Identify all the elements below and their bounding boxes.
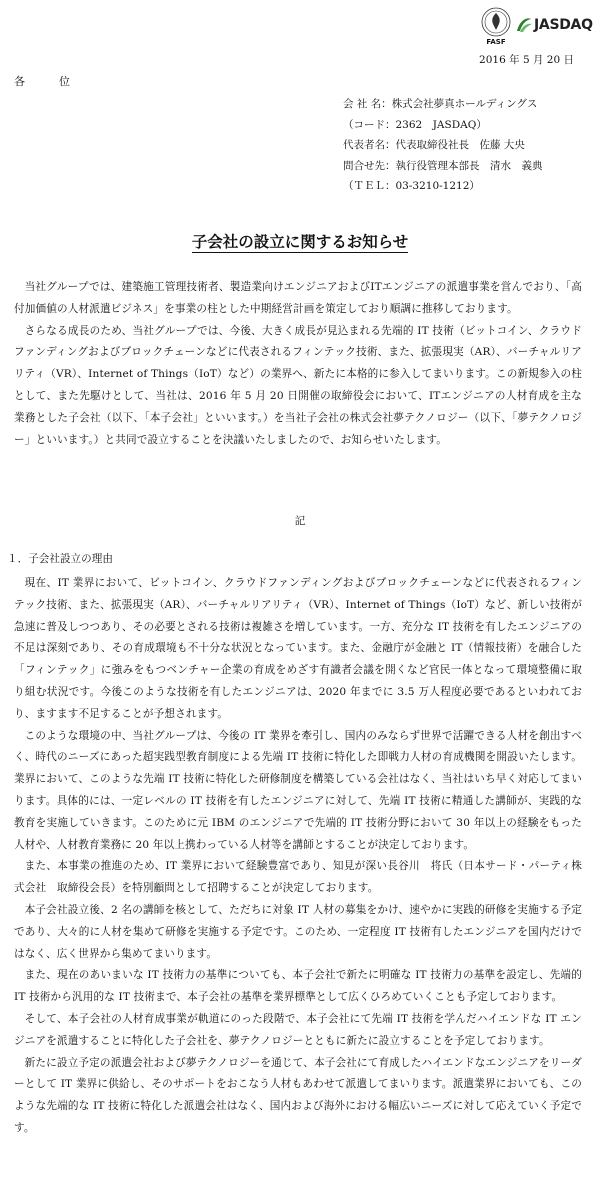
contact-row <box>343 156 543 177</box>
company-info <box>343 94 543 197</box>
ki-marker: 記 <box>294 515 306 527</box>
intro-section <box>14 277 582 451</box>
company-name-row <box>343 94 543 115</box>
fasf-logo-icon <box>478 6 514 46</box>
document-title-text: 子会社の設立に関するお知らせ <box>191 233 409 251</box>
body-paragraph: 新たに設立予定の派遣会社および夢テクノロジーを通じて、本子会社にて育成したハイエンドなエンジニアをリーダーとして IT 業界に供給し、そのサポートをおこなう人材もあわせて派遣してまいります。派遣業界においても、このような先端的な IT 技術に特化した派遣会社はなく、国内および海外における幅広いニーズに対して応えていく予定です。 <box>14 1056 582 1134</box>
document-title <box>0 230 600 252</box>
contact-label: 問合せ先： <box>343 159 396 172</box>
contact-value: 執行役管理本部長 清水 義典 <box>395 159 543 172</box>
body-paragraph: そして、本子会社の人材育成事業が軌道にのった段階で、本子会社にて先端 IT 技術を学んだハイエンドな IT エンジニアを派遣することに特化した子会社を、夢テクノロジーとともに新たに設立することを予定しております。 <box>14 1012 582 1047</box>
section-title: １．子会社設立の理由 <box>7 553 113 565</box>
representative-label: 代表者名： <box>343 139 396 152</box>
body-paragraph: このような環境の中、当社グループは、今後の IT 業界を牽引し、国内のみならず世界で活躍できる人材を創出すべく、時代のニーズにあった超実践型教育制度による先端 IT 技術に特化した即戦力人材の育成機関を開設いたします。業界において、このような先端 IT 技術に特化した研修制度を構築している会社はなく、当社はいち早く対応してまいります。具体的には、一定レベルの IT 技術を有したエンジニアに対して、先端 IT 技術に精通した講師が、実践的な教育を実施していきます。このために元 IBM のエンジニアで先端的 IT 技術分野において 30 年以上の経験をもった人材や、人材教育業務に 20 年以上携わっている人材等を講師とすることが決定しております。 <box>14 729 582 851</box>
addressee-char-2: 位 <box>59 75 70 88</box>
jasdaq-mark-icon <box>514 15 534 35</box>
company-name-value: 株式会社夢真ホールディングス <box>391 98 538 110</box>
body-paragraph: また、現在のあいまいな IT 技術力の基準についても、本子会社で新たに明確な IT 技術力の基準を設定し、先端的 IT 技術から汎用的な IT 技術まで、本子会社の基準を業界標準として広くひろめていくことも予定しております。 <box>14 969 582 1004</box>
representative-value: 代表取締役社長 佐藤 大央 <box>395 139 525 152</box>
body-paragraph: また、本事業の推進のため、IT 業界において経験豊富であり、知見が深い長谷川 将氏（日本サード・パーティ株式会社 取締役会長）を特別顧問として招聘することが決定しております。 <box>14 860 582 895</box>
section-body <box>14 573 582 1140</box>
phone-value: （ＴＥＬ：03-3210-1212） <box>343 180 480 193</box>
stock-code-value: （コード：2362 JASDAQ） <box>343 118 487 131</box>
fasf-logo-text: FASF <box>486 38 506 46</box>
document-date: 2016 年 5 月 20 日 <box>479 54 574 66</box>
phone-row <box>343 176 543 197</box>
stock-code-row <box>343 115 543 136</box>
body-paragraph: 本子会社設立後、2 名の講師を核として、ただちに対象 IT 人材の募集をかけ、速やかに実践的研修を実施する予定であり、大々的に人材を集めて研修を実施する予定です。このため、一定程度 IT 技術有したエンジニアを国内だけではなく、広く世界から集めてまいります。 <box>14 903 582 960</box>
jasdaq-logo <box>514 14 593 36</box>
intro-paragraph: さらなる成長のため、当社グループでは、今後、大きく成長が見込まれる先端的 IT 技術（ビットコイン、クラウドファンディングおよびブロックチェーンなどに代表されるフィンテック技術、また、拡張現実（AR）、バーチャルリアリティ（VR）、Internet of Things（IoT）など）の業界へ、新たに本格的に参入してまいります。この新規参入の柱として、また先駆けとして、当社は、2016 年 5 月 20 日開催の取締役会において、ITエンジニアの人材育成を主な業務とした子会社（以下、「本子会社」といいます。）を当社子会社の株式会社夢テクノロジー（以下、「夢テクノロジー」といいます。）と共同で設立することを決議いたしましたので、お知らせいたします。 <box>14 324 582 446</box>
addressee-char-1: 各 <box>14 75 25 88</box>
logo-area <box>478 6 596 54</box>
body-paragraph: 現在、IT 業界において、ビットコイン、クラウドファンディングおよびブロックチェーンなどに代表されるフィンテック技術、また、拡張現実（AR）、バーチャルリアリティ（VR）、Internet of Things（IoT）など、新しい技術が急速に普及しつつあり、その必要とされる技術は複雑さを増しています。一方、充分な IT 技術を有したエンジニアの不足は深刻であり、その育成環境も不十分な状況となっています。また、金融庁が金融と IT（情報技術）を融合した「フィンテック」に強みをもつベンチャー企業の育成をめざす有識者会議を開くなど官民一体となって環境整備に取り組む状況です。今後このような技術を有したエンジニアは、2020 年までに 3.5 万人程度必要であるといわれており、ますます不足することが予想されます。 <box>14 577 582 720</box>
addressee <box>14 73 70 89</box>
jasdaq-logo-text: JASDAQ <box>534 17 593 33</box>
representative-row <box>343 135 543 156</box>
intro-paragraph: 当社グループでは、建築施工管理技術者、製造業向けエンジニアおよびITエンジニアの派遣事業を営んでおり、「高付加価値の人材派遣ビジネス」を事業の柱とした中期経営計画を策定しており順調に推移しております。 <box>14 281 582 315</box>
company-name-label: 会 社 名： <box>343 98 392 110</box>
